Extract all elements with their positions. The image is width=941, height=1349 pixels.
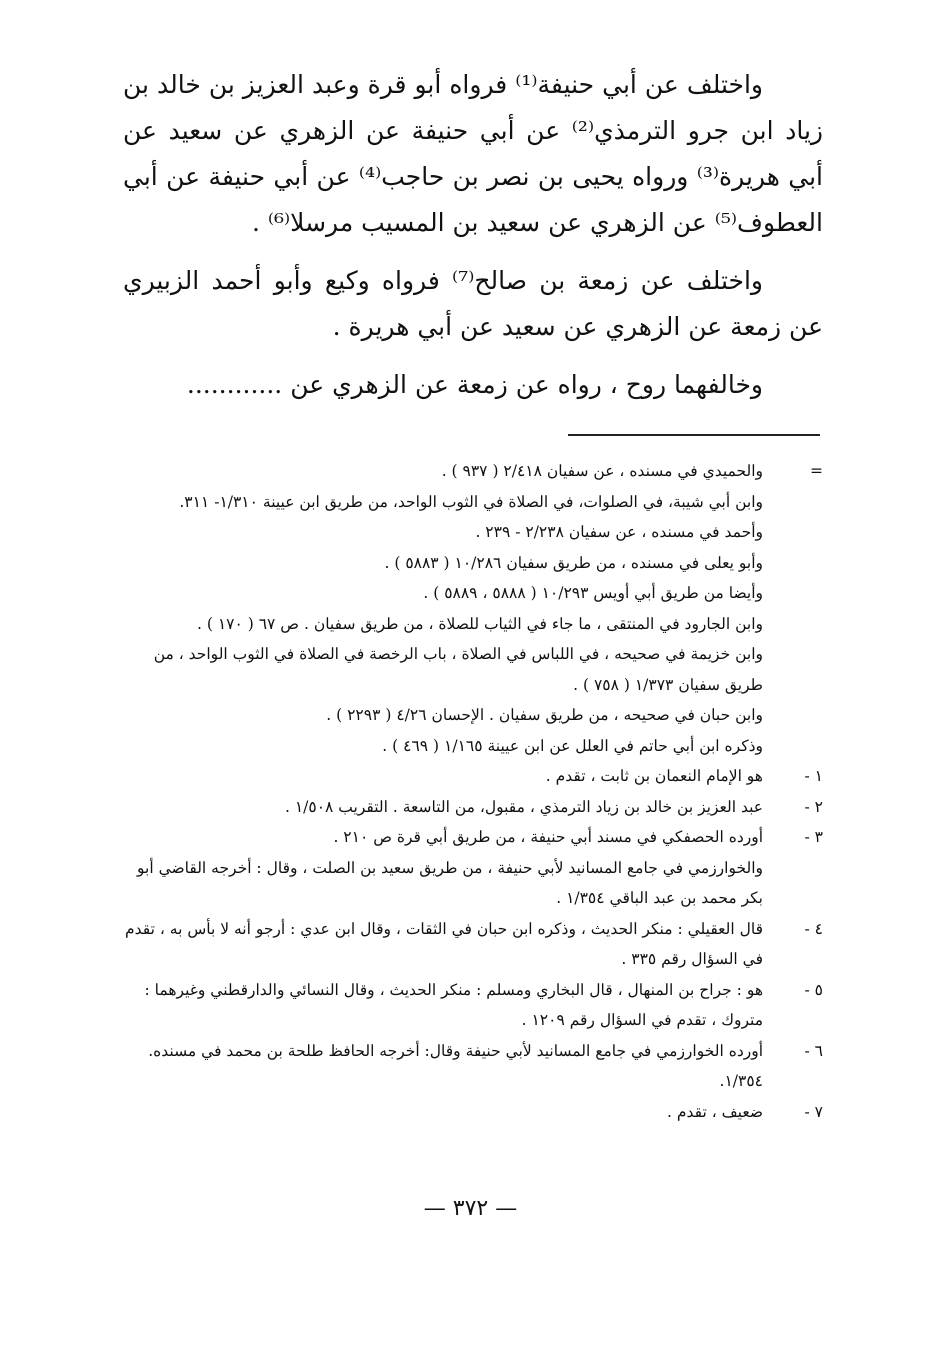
paragraph-text: وخالفهما روح ، رواه عن زمعة عن الزهري عن ............ [186, 370, 763, 399]
footnote-number: ٤ - [804, 919, 823, 938]
footnote-number: ٢ - [804, 797, 823, 816]
footnote-line [123, 609, 823, 640]
footnote-line [123, 639, 823, 700]
main-paragraph [123, 62, 823, 246]
footnote-5 [123, 975, 823, 1036]
paragraph-text: واختلف عن أبي حنيفة⁽¹⁾ فرواه أبو قرة وعبد العزيز بن خالد بن زياد ابن جرو الترمذي⁽²⁾ عن أبي حنيفة عن الزهري عن سعيد عن أبي هريرة⁽³⁾ ورواه يحيى بن نصر بن حاجب⁽⁴⁾ عن أبي حنيفة عن أبي العطوف⁽⁵⁾ عن الزهري عن سعيد بن المسيب مرسلا⁽⁶⁾ . [123, 70, 823, 237]
footnote-text: وابن الجارود في المنتقى ، ما جاء في الثياب للصلاة ، من طريق سفيان . ص ٦٧ ( ١٧٠ ) . [197, 614, 763, 633]
page-number: — ٣٧٢ — [423, 1196, 518, 1221]
footnote-number: ٥ - [804, 980, 823, 999]
footnote-3 [123, 822, 823, 853]
main-paragraph [123, 362, 823, 408]
footnote-text: ضعيف ، تقدم . [667, 1102, 763, 1121]
footnote-text: والخوارزمي في جامع المسانيد لأبي حنيفة ، من طريق سعيد بن الصلت ، وقال : أخرجه القاضي أبو بكر محمد بن عبد الباقي ١/٣٥٤ . [137, 858, 763, 907]
footnote-2 [123, 792, 823, 823]
footnote-text: هو الإمام النعمان بن ثابت ، تقدم . [545, 767, 763, 785]
footnote-line [123, 548, 823, 579]
footnote-number: ٧ - [804, 1102, 823, 1121]
footnote-text: أورده الحصفكي في مسند أبي حنيفة ، من طريق أبي قرة ص ٢١٠ . [333, 828, 763, 846]
footnote-text: وأبو يعلى في مسنده ، من طريق سفيان ١٠/٢٨٦ ( ٥٨٨٣ ) . [384, 553, 763, 572]
footnote-1 [123, 761, 823, 792]
footnote-6 [123, 1036, 823, 1097]
footnote-number: ٣ - [804, 828, 823, 846]
footnotes [123, 456, 823, 1127]
footnote-text: قال العقيلي : منكر الحديث ، وذكره ابن حبان في الثقات ، وقال ابن عدي : أرجو أنه لا بأس به ، تقدم في السؤال رقم ٣٣٥ . [125, 919, 763, 968]
footnote-line [123, 456, 823, 487]
footnote-line [123, 487, 823, 518]
footnote-text: وابن خزيمة في صحيحه ، في اللباس في الصلاة ، باب الرخصة في الصلاة في الثوب الواحد ، من طريق سفيان ١/٣٧٣ ( ٧٥٨ ) . [153, 645, 763, 694]
paragraph-text: واختلف عن زمعة بن صالح⁽⁷⁾ فرواه وكيع وأبو أحمد الزبيري عن زمعة عن الزهري عن سعيد عن أبي هريرة . [123, 266, 823, 341]
footnote-text: وأيضا من طريق أبي أويس ١٠/٢٩٣ ( ٥٨٨٨ ، ٥٨٨٩ ) . [423, 584, 763, 602]
footnote-line [123, 731, 823, 762]
footnote-number: ١ - [804, 767, 823, 785]
footnote-line [123, 578, 823, 609]
footnote-3-continued [123, 853, 823, 914]
footnote-4 [123, 914, 823, 975]
footnote-text: وأحمد في مسنده ، عن سفيان ٢/٢٣٨ - ٢٣٩ . [475, 523, 763, 541]
footnote-text: وابن أبي شيبة، في الصلوات، في الصلاة في الثوب الواحد، من طريق ابن عيينة ١/٣١٠- ٣١١. [179, 492, 763, 511]
footnote-text: وابن حبان في صحيحه ، من طريق سفيان . الإحسان ٤/٢٦ ( ٢٢٩٣ ) . [326, 706, 763, 724]
footnote-text: أورده الخوارزمي في جامع المسانيد لأبي حنيفة وقال: أخرجه الحافظ طلحة بن محمد في مسنده. ١/٣٥٤. [148, 1041, 763, 1090]
footnote-line [123, 700, 823, 731]
continuation-marker: = [810, 462, 823, 480]
footnote-7 [123, 1097, 823, 1128]
footnote-text: عبد العزيز بن خالد بن زياد الترمذي ، مقبول، من التاسعة . التقريب ١/٥٠٨ . [284, 797, 763, 816]
footnote-separator [568, 434, 820, 436]
main-text [123, 62, 823, 408]
footnote-line [123, 517, 823, 548]
main-paragraph [123, 258, 823, 350]
footnote-text: والحميدي في مسنده ، عن سفيان ٢/٤١٨ ( ٩٣٧ ) . [441, 462, 763, 480]
footnote-text: وذكره ابن أبي حاتم في العلل عن ابن عيينة ١/١٦٥ ( ٤٦٩ ) . [382, 736, 763, 755]
footnote-text: هو : جراح بن المنهال ، قال البخاري ومسلم : منكر الحديث ، وقال النسائي والدارقطني وغيرهما : متروك ، تقدم في السؤال رقم ١٢٠٩ . [144, 980, 763, 1029]
footnote-number: ٦ - [804, 1041, 823, 1060]
